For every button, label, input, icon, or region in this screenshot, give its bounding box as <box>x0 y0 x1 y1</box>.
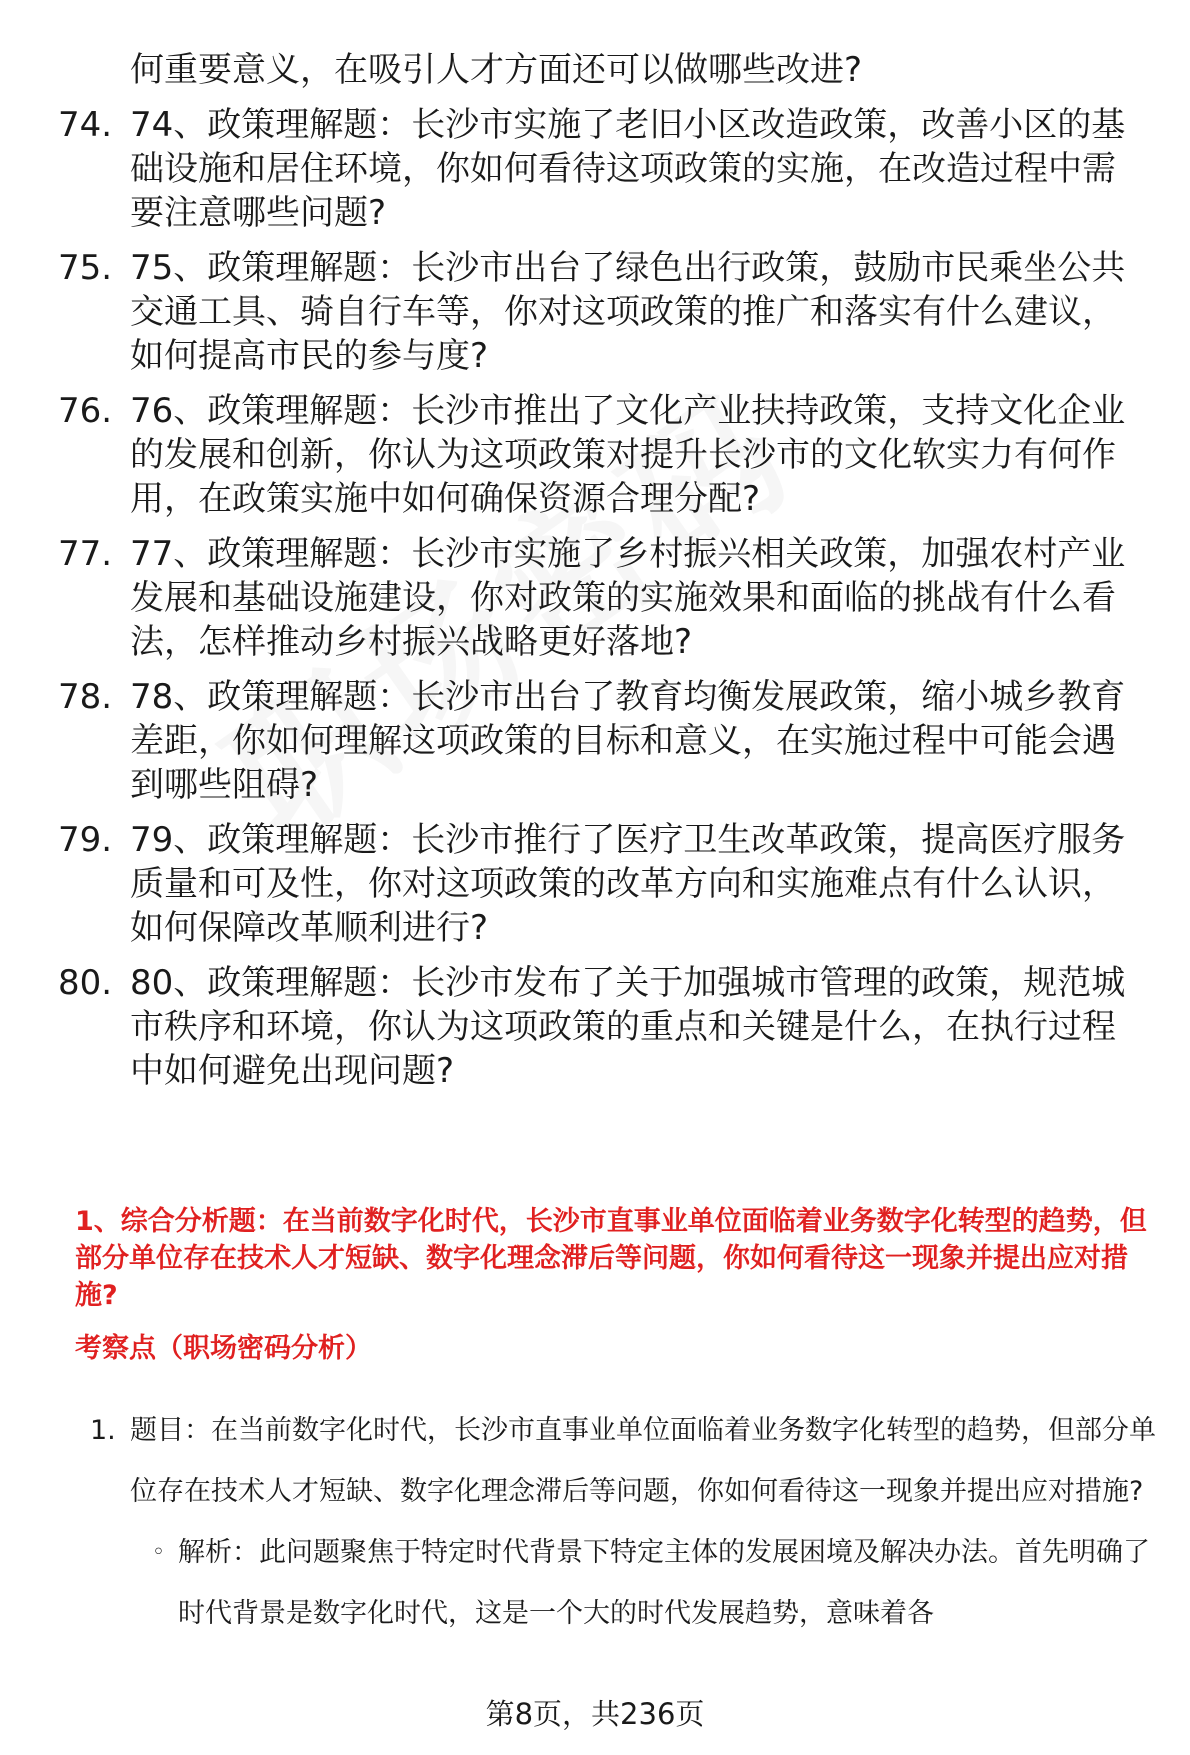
analysis-list <box>90 1400 1160 1644</box>
question-item-79 <box>58 818 1158 950</box>
analysis-item <box>90 1400 1160 1522</box>
question-number: 75. <box>58 248 113 288</box>
question-text: 何重要意义，在吸引人才方面还可以做哪些改进? <box>130 50 863 90</box>
question-text: 80、政策理解题：长沙市发布了关于加强城市管理的政策，规范城市秩序和环境，你认为这项政策的重点和关键是什么，在执行过程中如何避免出现问题? <box>130 963 1126 1091</box>
question-item-76 <box>58 389 1158 521</box>
section-heading: 1、综合分析题：在当前数字化时代，长沙市直事业单位面临着业务数字化转型的趋势，但部分单位存在技术人才短缺、数字化理念滞后等问题，你如何看待这一现象并提出应对措施? <box>75 1206 1147 1311</box>
analysis-question-text: 题目：在当前数字化时代，长沙市直事业单位面临着业务数字化转型的趋势，但部分单位存在技术人才短缺、数字化理念滞后等问题，你如何看待这一现象并提出应对措施? <box>130 1415 1156 1507</box>
question-text: 78、政策理解题：长沙市出台了教育均衡发展政策，缩小城乡教育差距，你如何理解这项政策的目标和意义，在实施过程中可能会遇到哪些阻碍? <box>130 677 1126 805</box>
question-number: 80. <box>58 963 113 1003</box>
question-number: 76. <box>58 391 113 431</box>
bullet-icon: ◦ <box>152 1540 165 1565</box>
question-number: 74. <box>58 105 113 145</box>
question-list <box>58 48 1158 1104</box>
question-number: 79. <box>58 820 113 860</box>
question-item-77 <box>58 532 1158 664</box>
question-text: 75、政策理解题：长沙市出台了绿色出行政策，鼓励市民乘坐公共交通工具、骑自行车等，你对这项政策的推广和落实有什么建议，如何提高市民的参与度? <box>130 248 1126 376</box>
page-footer: 第8页，共236页 <box>485 1697 705 1731</box>
question-text: 79、政策理解题：长沙市推行了医疗卫生改革政策，提高医疗服务质量和可及性，你对这项政策的改革方向和实施难点有什么认识，如何保障改革顺利进行? <box>130 820 1126 948</box>
question-text: 76、政策理解题：长沙市推出了文化产业扶持政策，支持文化企业的发展和创新，你认为这项政策对提升长沙市的文化软实力有何作用，在政策实施中如何确保资源合理分配? <box>130 391 1126 519</box>
question-text: 77、政策理解题：长沙市实施了乡村振兴相关政策，加强农村产业发展和基础设施建设，你对政策的实施效果和面临的挑战有什么看法，怎样推动乡村振兴战略更好落地? <box>130 534 1126 662</box>
question-item-continued <box>58 48 1158 92</box>
question-text: 74、政策理解题：长沙市实施了老旧小区改造政策，改善小区的基础设施和居住环境，你如何看待这项政策的实施，在改造过程中需要注意哪些问题? <box>130 105 1126 233</box>
question-item-78 <box>58 675 1158 807</box>
section-subheading: 考察点（职场密码分析） <box>75 1333 372 1364</box>
question-number: 78. <box>58 677 113 717</box>
question-item-74 <box>58 103 1158 235</box>
analysis-bullet-item <box>152 1522 1160 1644</box>
question-item-75 <box>58 246 1158 378</box>
question-number: 77. <box>58 534 113 574</box>
analysis-bullet-text: 解析：此问题聚焦于特定时代背景下特定主体的发展困境及解决办法。首先明确了时代背景是数字化时代，这是一个大的时代发展趋势，意味着各 <box>178 1537 1150 1629</box>
analysis-number: 1. <box>90 1415 116 1446</box>
question-item-80 <box>58 961 1158 1093</box>
